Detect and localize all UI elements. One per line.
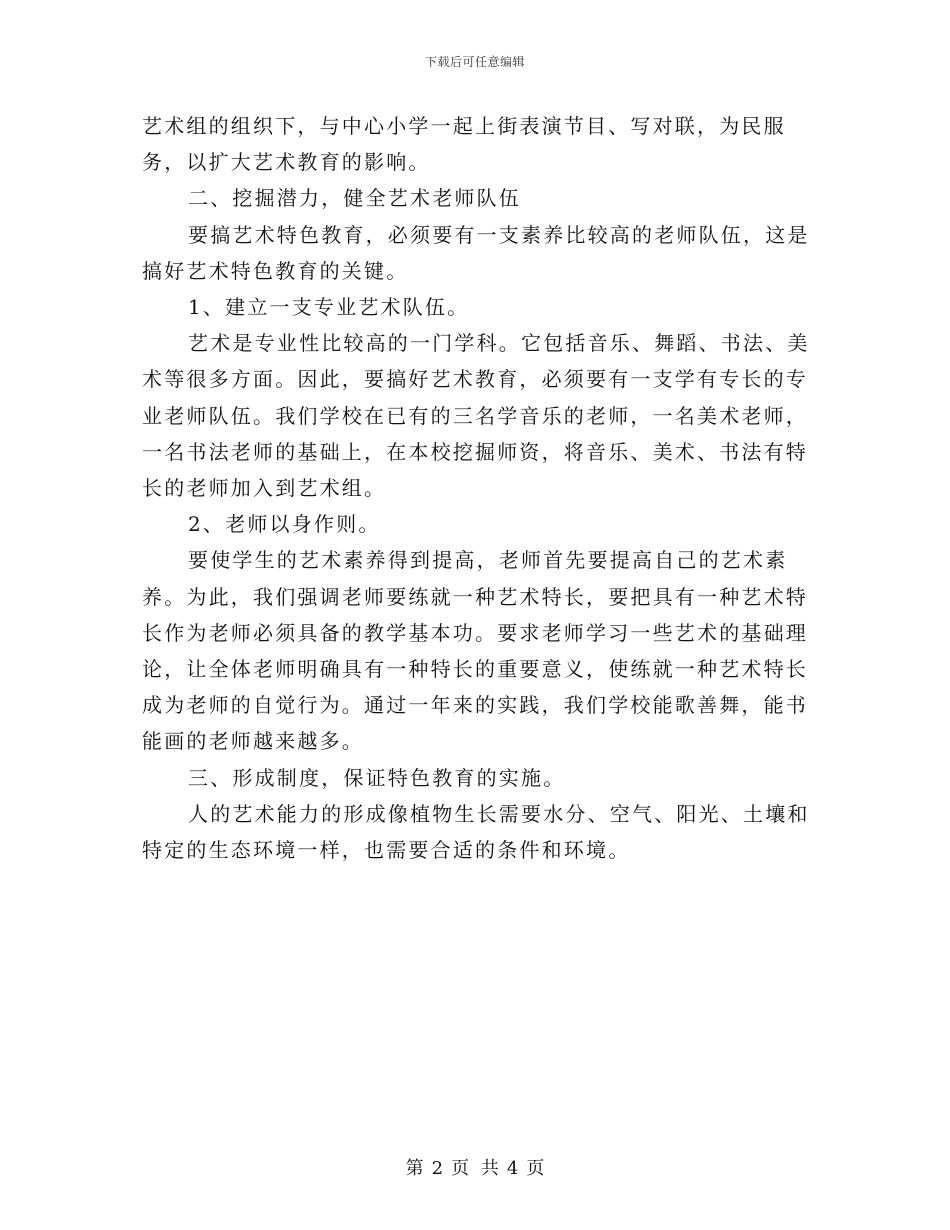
paragraph: 人的艺术能力的形成像植物生长需要水分、空气、阳光、土壤和特定的生态环境一样，也需要合适的条件和环境。	[142, 801, 810, 863]
footer-prefix: 第	[405, 1158, 424, 1179]
paragraph: 艺术是专业性比较高的一门学科。它包括音乐、舞蹈、书法、美术等很多方面。因此，要搞好艺术教育，必须要有一支学有专长的专业老师队伍。我们学校在已有的三名学音乐的老师，一名美术老师，一名书法老师的基础上，在本校挖掘师资，将音乐、美术、书法有特长的老师加入到艺术组。	[142, 331, 810, 501]
subheading-2: 2、老师以身作则。	[188, 512, 381, 537]
footer-suffix: 页	[526, 1158, 545, 1179]
total-page-number: 4	[506, 1158, 519, 1179]
section-heading-2: 二、挖掘潜力，健全艺术老师队伍	[188, 186, 521, 211]
current-page-number: 2	[431, 1158, 444, 1179]
page-header-note: 下载后可任意编辑	[424, 55, 525, 69]
section-heading-3: 三、形成制度，保证特色教育的实施。	[188, 765, 566, 790]
paragraph-continuation: 艺术组的组织下，与中心小学一起上街表演节目、写对联，为民服务，以扩大艺术教育的影响。	[142, 114, 786, 175]
footer-middle: 页 共	[451, 1158, 499, 1179]
subheading-1: 1、建立一支专业艺术队伍。	[188, 295, 470, 320]
page-footer	[0, 1154, 950, 1180]
paragraph: 要使学生的艺术素养得到提高，老师首先要提高自己的艺术素养。为此，我们强调老师要练就一种艺术特长，要把具有一种艺术特长作为老师必须具备的教学基本功。要求老师学习一些艺术的基础理论，让全体老师明确具有一种特长的重要意义，使练就一种艺术特长成为老师的自觉行为。通过一年来的实践，我们学校能歌善舞，能书能画的老师越来越多。	[142, 548, 808, 754]
paragraph: 要搞艺术特色教育，必须要有一支素养比较高的老师队伍，这是搞好艺术特色教育的关键。	[142, 222, 810, 283]
document-body	[142, 108, 812, 868]
